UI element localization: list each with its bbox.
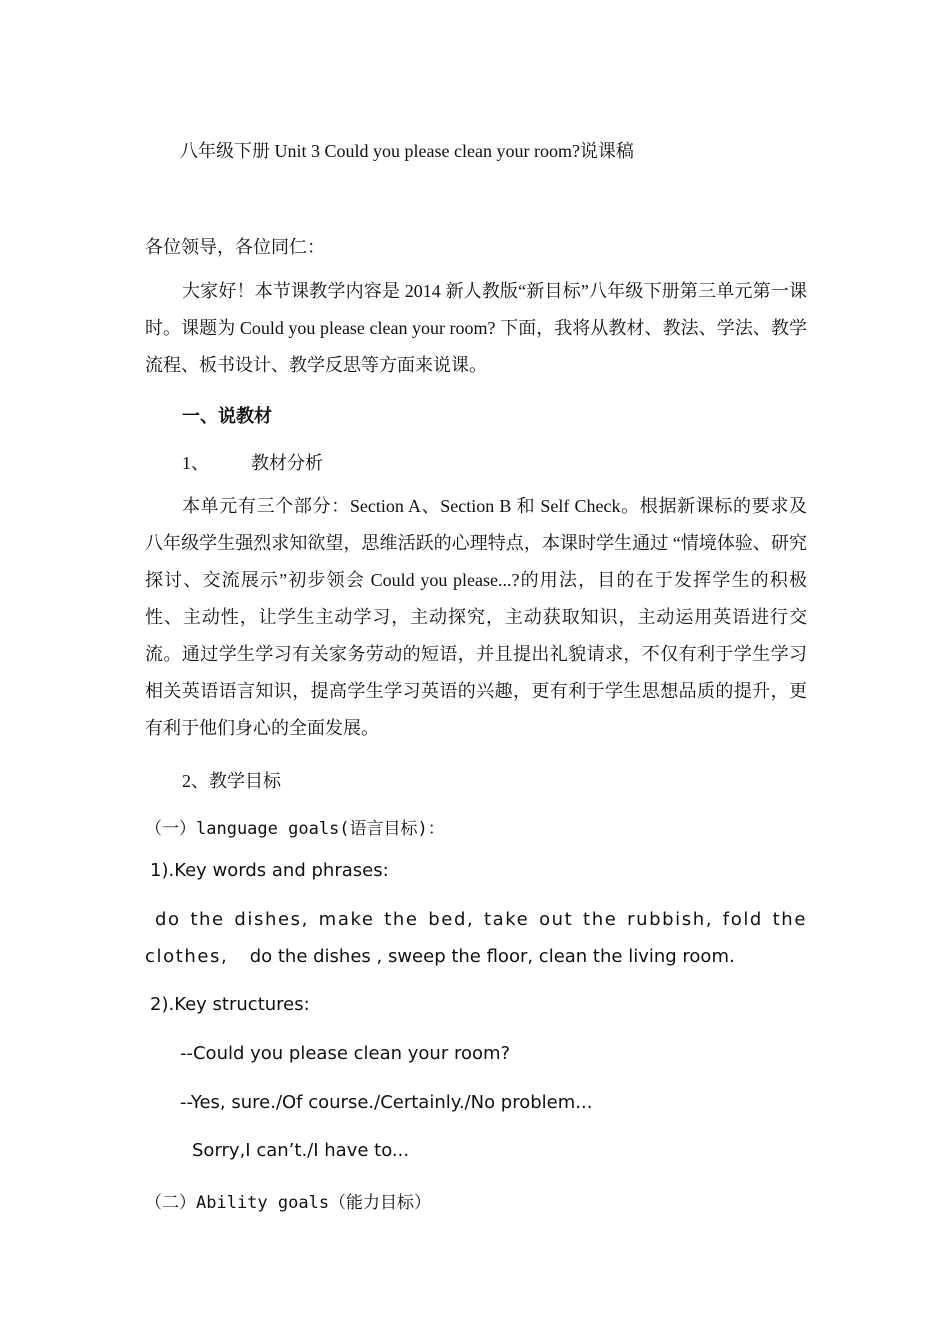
document-title: 八年级下册 Unit 3 Could you please clean your room?说课稿 <box>180 141 634 161</box>
structure-positive-answer: --Yes, sure./Of course./Certainly./No problem... <box>180 1092 593 1113</box>
key-words-list <box>145 901 807 975</box>
subsection-1 <box>182 449 323 475</box>
subsection-2-teaching-goals: 2、教学目标 <box>182 771 281 791</box>
key-words-label: 1).Key words and phrases: <box>150 860 389 881</box>
analysis-paragraph: 本单元有三个部分：Section A、Section B 和 Self Check。根据新课标的要求及八年级学生强烈求知欲望，思维活跃的心理特点，本课时学生通过 “情境体验、研究探讨、交流展示”初步领会 Could you please...?的用法，目的在于发挥学生的积极性、主动性，让学生主动学习，主动探究，主动获取知识，主动运用英语进行交流。通过学生学习有关家务劳动的短语，并且提出礼貌请求，不仅有利于学生学习相关英语语言知识，提高学生学习英语的兴趣，更有利于学生思想品质的提升，更有利于他们身心的全面发展。 <box>145 496 807 738</box>
greeting: 各位领导，各位同仁： <box>145 237 325 257</box>
subsection-1-title: 教材分析 <box>251 453 323 473</box>
key-words-line-a: do the dishes, make the bed, take out the rubbish, fold the clothes, <box>145 909 807 967</box>
key-words-line-b: do the dishes , sweep the floor, clean the living room. <box>249 946 735 967</box>
language-goals-label: （一）language goals(语言目标)： <box>145 819 445 839</box>
ability-goals-label: （二）Ability goals（能力目标） <box>145 1193 432 1213</box>
key-structures-label: 2).Key structures: <box>150 994 310 1015</box>
section-heading-textbook: 一、说教材 <box>182 406 272 426</box>
structure-negative-answer: Sorry,I can’t./I have to... <box>192 1140 410 1161</box>
subsection-1-number: 1、 <box>182 453 209 473</box>
structure-question: --Could you please clean your room? <box>180 1043 511 1064</box>
intro-paragraph: 大家好！本节课教学内容是 2014 新人教版“新目标”八年级下册第三单元第一课时。课题为 Could you please clean your room? 下面，我将从教材、教法、学法、教学流程、板书设计、教学反思等方面来说课。 <box>145 281 807 375</box>
